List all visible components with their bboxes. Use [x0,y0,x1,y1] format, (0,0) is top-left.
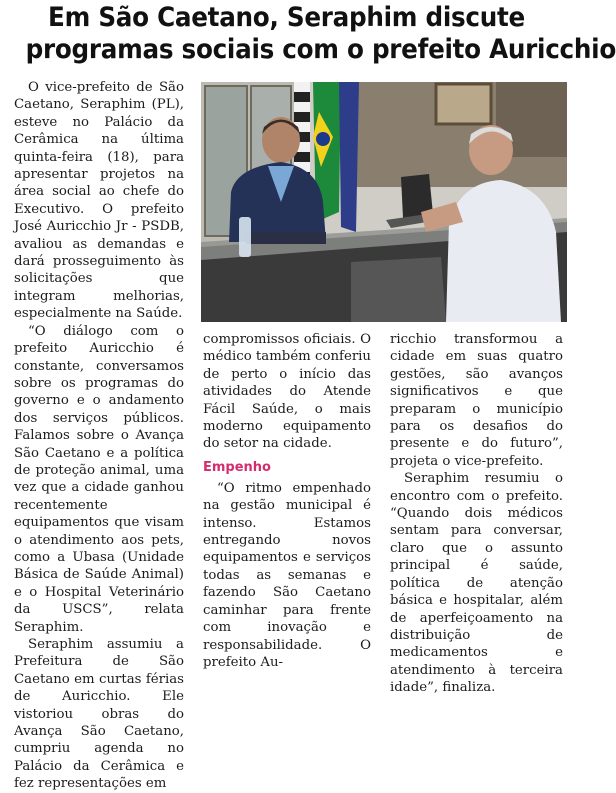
article-column-3 [390,331,563,697]
article-column-1 [14,79,184,793]
paragraph: “O diálogo com o prefeito Auricchio é constante, conversamos sobre os programas do governo e o andamento dos serviços públicos. Falamos sobre o Avança São Caetano e a política de proteção animal, uma vez que a cidade ganhou recentemente equipamentos que visam o atendimento aos pets, como a Ubasa (Unidade Básica de Saúde Animal) e o Hospital Veterinário da USCS”, relata Seraphim. [14,323,184,635]
paragraph: Seraphim resumiu o encontro com o prefeito. “Quando dois médicos sentam para conversar, claro que o assunto principal é saúde, política de atenção básica e hospitalar, além de aperfeiçoamento na distribuição de medicamentos e atendimento à terceira idade”, finaliza. [390,471,563,696]
article-photo [201,82,567,322]
article-column-2 [203,331,371,671]
paragraph: compromissos oficiais. O médico também conferiu de perto o início das atividades do Atende Fácil Saúde, o mais moderno equipamento do setor na cidade. [203,332,371,452]
section-subhead: Empenho [203,459,271,475]
paragraph: “O ritmo empenhado na gestão municipal é intenso. Estamos entregando novos equipamentos e serviços todas as semanas e fazendo São Caetano caminhar para frente com inovação e responsabilidade. O prefeito Au- [203,480,371,670]
paragraph: Seraphim assumiu a Prefeitura de São Caetano em curtas férias de Auricchio. Ele vistoriou obras do Avança São Caetano, cumpriu agenda no Palácio da Cerâmica e fez representações em [14,637,184,792]
paragraph: O vice-prefeito de São Caetano, Seraphim (PL), esteve no Palácio da Cerâmica na última quinta-feira (18), para apresentar projetos na área social ao chefe do Executivo. O prefeito José Auricchio Jr - PSDB, avaliou as demandas e dará prosseguimento às solicitações que integram melhorias, especialmente na Saúde. [14,80,184,322]
paragraph: ricchio transformou a cidade em suas quatro gestões, são avanços significativos e que preparam o município para os desafios do presente e do futuro”, projeta o vice-prefeito. [390,332,563,469]
headline-line-1: Em São Caetano, Seraphim discute [48,2,525,33]
headline-line-2: programas sociais com o prefeito Auricchio [25,34,616,65]
meeting-photo-illustration [201,82,567,322]
article-headline [25,2,616,66]
